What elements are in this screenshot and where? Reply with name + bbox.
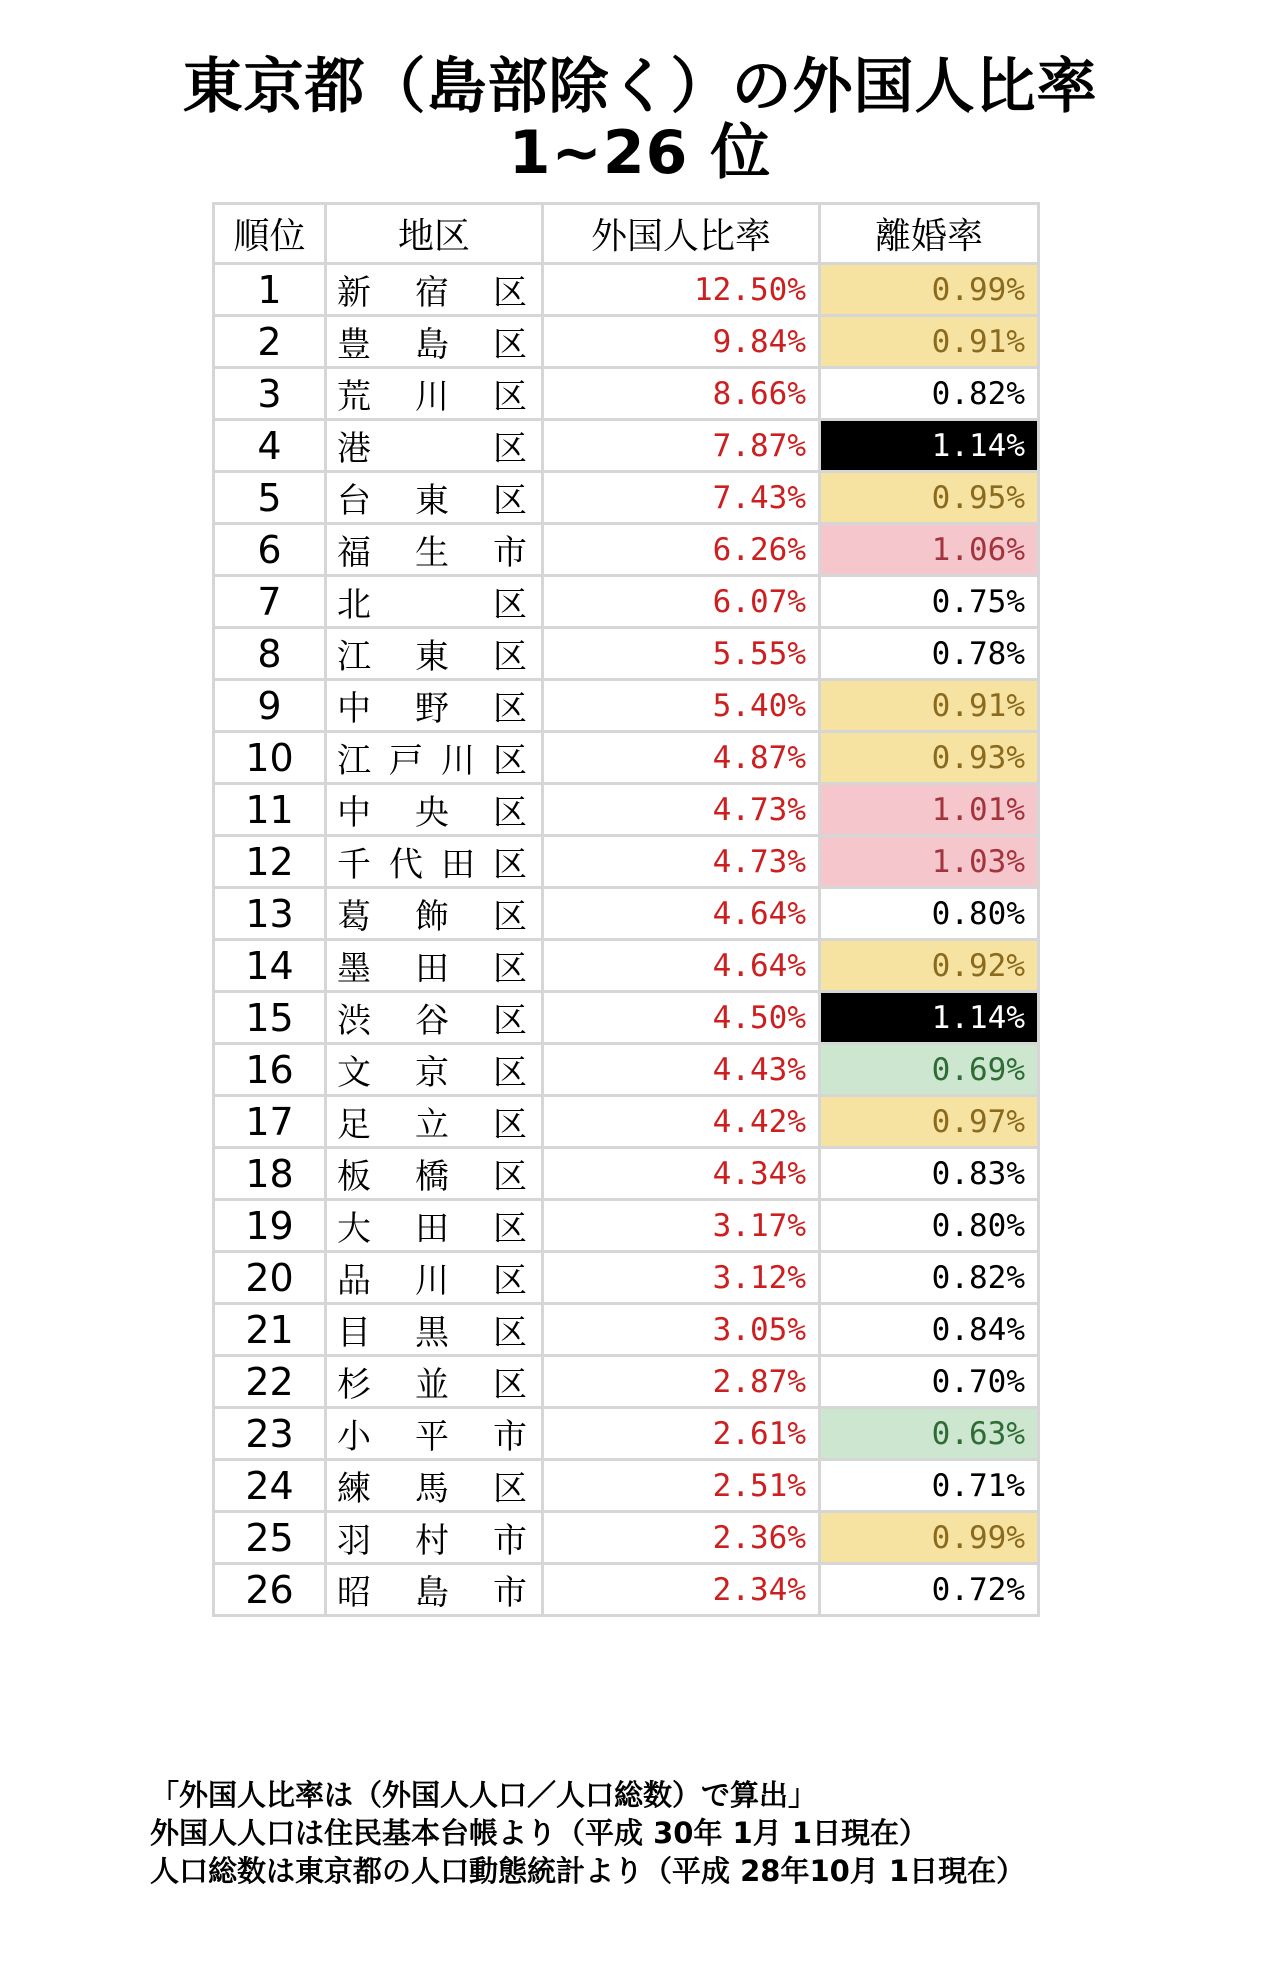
rank-cell: 22 bbox=[214, 1356, 326, 1408]
table-row bbox=[214, 368, 1039, 420]
table-row bbox=[214, 1148, 1039, 1200]
divorce-rate-cell: 0.63% bbox=[820, 1408, 1039, 1460]
area-name-char: 馬 bbox=[415, 1469, 449, 1509]
rank-cell: 21 bbox=[214, 1304, 326, 1356]
table-row bbox=[214, 680, 1039, 732]
divorce-rate-cell: 0.78% bbox=[820, 628, 1039, 680]
area-name bbox=[337, 369, 527, 418]
area-cell bbox=[326, 836, 543, 888]
divorce-rate-cell: 0.82% bbox=[820, 368, 1039, 420]
area-name-char: 橋 bbox=[415, 1157, 449, 1197]
area-name-char: 練 bbox=[337, 1469, 371, 1509]
table-row bbox=[214, 992, 1039, 1044]
area-cell bbox=[326, 1512, 543, 1564]
area-name-char: 区 bbox=[493, 637, 527, 677]
area-name-char: 渋 bbox=[337, 1001, 371, 1041]
area-name-char: 区 bbox=[493, 1001, 527, 1041]
divorce-rate-cell: 0.80% bbox=[820, 888, 1039, 940]
rank-cell: 2 bbox=[214, 316, 326, 368]
area-name bbox=[337, 1565, 527, 1614]
area-cell bbox=[326, 628, 543, 680]
area-name-char: 東 bbox=[415, 481, 449, 521]
area-name-char: 大 bbox=[337, 1209, 371, 1249]
header-foreign-ratio: 外国人比率 bbox=[543, 204, 820, 264]
area-name-char: 区 bbox=[493, 1105, 527, 1145]
area-cell bbox=[326, 1044, 543, 1096]
table-row bbox=[214, 784, 1039, 836]
area-cell bbox=[326, 888, 543, 940]
area-name bbox=[337, 733, 527, 782]
divorce-rate-cell: 1.06% bbox=[820, 524, 1039, 576]
divorce-rate-cell: 0.95% bbox=[820, 472, 1039, 524]
area-name bbox=[337, 941, 527, 990]
area-name bbox=[337, 421, 527, 470]
footnotes bbox=[150, 1776, 1250, 1890]
area-cell bbox=[326, 316, 543, 368]
area-name-char: 田 bbox=[415, 1209, 449, 1249]
table-row bbox=[214, 732, 1039, 784]
area-name-char: 区 bbox=[493, 1053, 527, 1093]
foreign-ratio-cell: 4.73% bbox=[543, 836, 820, 888]
area-name bbox=[337, 785, 527, 834]
divorce-rate-cell: 0.72% bbox=[820, 1564, 1039, 1616]
area-cell bbox=[326, 264, 543, 316]
foreign-ratio-cell: 9.84% bbox=[543, 316, 820, 368]
ranking-table bbox=[212, 202, 1040, 1617]
divorce-rate-cell: 0.92% bbox=[820, 940, 1039, 992]
area-name bbox=[337, 525, 527, 574]
area-name-char: 黒 bbox=[415, 1313, 449, 1353]
area-name bbox=[337, 1149, 527, 1198]
area-name-char: 豊 bbox=[337, 325, 371, 365]
rank-cell: 9 bbox=[214, 680, 326, 732]
area-cell bbox=[326, 1252, 543, 1304]
rank-cell: 17 bbox=[214, 1096, 326, 1148]
table-row bbox=[214, 1460, 1039, 1512]
area-name-char: 羽 bbox=[337, 1521, 371, 1561]
area-name-char: 福 bbox=[337, 533, 371, 573]
foreign-ratio-cell: 12.50% bbox=[543, 264, 820, 316]
divorce-rate-cell: 1.03% bbox=[820, 836, 1039, 888]
area-name-char: 並 bbox=[415, 1365, 449, 1405]
table-row bbox=[214, 316, 1039, 368]
table-header-row bbox=[214, 204, 1039, 264]
area-name-char: 野 bbox=[415, 689, 449, 729]
foreign-ratio-cell: 4.64% bbox=[543, 888, 820, 940]
area-name-char: 品 bbox=[337, 1261, 371, 1301]
table-row bbox=[214, 1200, 1039, 1252]
divorce-rate-cell: 0.99% bbox=[820, 1512, 1039, 1564]
area-name-char: 島 bbox=[415, 325, 449, 365]
area-name-char: 央 bbox=[415, 793, 449, 833]
area-name-char: 区 bbox=[493, 585, 527, 625]
area-name-char: 飾 bbox=[415, 897, 449, 937]
area-name bbox=[337, 265, 527, 314]
foreign-ratio-cell: 5.40% bbox=[543, 680, 820, 732]
divorce-rate-cell: 0.82% bbox=[820, 1252, 1039, 1304]
area-name-char: 区 bbox=[493, 377, 527, 417]
divorce-rate-cell: 1.14% bbox=[820, 420, 1039, 472]
area-cell bbox=[326, 472, 543, 524]
rank-cell: 25 bbox=[214, 1512, 326, 1564]
area-name-char: 荒 bbox=[337, 377, 371, 417]
area-name bbox=[337, 889, 527, 938]
area-name bbox=[337, 1357, 527, 1406]
rank-cell: 7 bbox=[214, 576, 326, 628]
foreign-ratio-cell: 2.61% bbox=[543, 1408, 820, 1460]
area-name-char: 区 bbox=[493, 273, 527, 313]
rank-cell: 26 bbox=[214, 1564, 326, 1616]
foreign-ratio-cell: 6.26% bbox=[543, 524, 820, 576]
rank-cell: 11 bbox=[214, 784, 326, 836]
table-body bbox=[214, 264, 1039, 1616]
rank-cell: 4 bbox=[214, 420, 326, 472]
area-cell bbox=[326, 1304, 543, 1356]
area-name-char: 川 bbox=[415, 377, 449, 417]
area-cell bbox=[326, 1200, 543, 1252]
ranking-table-container bbox=[212, 202, 1037, 1756]
rank-cell: 16 bbox=[214, 1044, 326, 1096]
table-row bbox=[214, 628, 1039, 680]
divorce-rate-cell: 0.93% bbox=[820, 732, 1039, 784]
divorce-rate-cell: 0.71% bbox=[820, 1460, 1039, 1512]
area-name-char: 市 bbox=[493, 1521, 527, 1561]
area-name bbox=[337, 837, 527, 886]
table-row bbox=[214, 524, 1039, 576]
area-name-char: 杉 bbox=[337, 1365, 371, 1405]
area-name-char: 区 bbox=[493, 429, 527, 469]
area-name-char: 江 bbox=[337, 637, 371, 677]
area-cell bbox=[326, 784, 543, 836]
area-name bbox=[337, 317, 527, 366]
area-cell bbox=[326, 368, 543, 420]
area-name bbox=[337, 1097, 527, 1146]
rank-cell: 8 bbox=[214, 628, 326, 680]
chart-title-line-2: 1~26 位 bbox=[508, 118, 772, 188]
area-cell bbox=[326, 1148, 543, 1200]
area-name-char: 港 bbox=[337, 429, 371, 469]
area-name-char: 宿 bbox=[415, 273, 449, 313]
area-name bbox=[337, 993, 527, 1042]
area-name-char: 田 bbox=[441, 845, 475, 885]
area-name-char: 新 bbox=[337, 273, 371, 313]
divorce-rate-cell: 0.75% bbox=[820, 576, 1039, 628]
area-name-char: 区 bbox=[493, 1261, 527, 1301]
area-cell bbox=[326, 732, 543, 784]
chart-title-line-1: 東京都（島部除く）の外国人比率 bbox=[182, 52, 1098, 122]
area-name bbox=[337, 473, 527, 522]
area-name-char: 区 bbox=[493, 897, 527, 937]
rank-cell: 13 bbox=[214, 888, 326, 940]
area-name bbox=[337, 1305, 527, 1354]
foreign-ratio-cell: 2.36% bbox=[543, 1512, 820, 1564]
area-name-char: 区 bbox=[493, 741, 527, 781]
area-name-char: 区 bbox=[493, 1365, 527, 1405]
rank-cell: 5 bbox=[214, 472, 326, 524]
area-name-char: 文 bbox=[337, 1053, 371, 1093]
area-name-char: 区 bbox=[493, 1157, 527, 1197]
divorce-rate-cell: 0.97% bbox=[820, 1096, 1039, 1148]
area-name-char: 千 bbox=[337, 845, 371, 885]
header-divorce-rate: 離婚率 bbox=[820, 204, 1039, 264]
divorce-rate-cell: 0.70% bbox=[820, 1356, 1039, 1408]
divorce-rate-cell: 0.69% bbox=[820, 1044, 1039, 1096]
foreign-ratio-cell: 3.12% bbox=[543, 1252, 820, 1304]
area-name-char: 中 bbox=[337, 793, 371, 833]
divorce-rate-cell: 1.01% bbox=[820, 784, 1039, 836]
area-name-char: 市 bbox=[493, 1417, 527, 1457]
header-area: 地区 bbox=[326, 204, 543, 264]
area-name-char: 昭 bbox=[337, 1573, 371, 1613]
area-name-char: 京 bbox=[415, 1053, 449, 1093]
area-name bbox=[337, 629, 527, 678]
foreign-ratio-cell: 4.34% bbox=[543, 1148, 820, 1200]
header-rank: 順位 bbox=[214, 204, 326, 264]
footnote-line-2: 外国人人口は住民基本台帳より（平成 30年 1月 1日現在） bbox=[150, 1816, 929, 1850]
divorce-rate-cell: 0.84% bbox=[820, 1304, 1039, 1356]
foreign-ratio-cell: 7.43% bbox=[543, 472, 820, 524]
rank-cell: 19 bbox=[214, 1200, 326, 1252]
area-name-char: 区 bbox=[493, 1313, 527, 1353]
rank-cell: 20 bbox=[214, 1252, 326, 1304]
area-name-char: 島 bbox=[415, 1573, 449, 1613]
rank-cell: 10 bbox=[214, 732, 326, 784]
area-name-char: 代 bbox=[389, 845, 423, 885]
area-name-char: 谷 bbox=[415, 1001, 449, 1041]
foreign-ratio-cell: 2.51% bbox=[543, 1460, 820, 1512]
area-name-char: 足 bbox=[337, 1105, 371, 1145]
foreign-ratio-cell: 6.07% bbox=[543, 576, 820, 628]
table-row bbox=[214, 940, 1039, 992]
area-cell bbox=[326, 1564, 543, 1616]
area-name-char: 田 bbox=[415, 949, 449, 989]
area-cell bbox=[326, 420, 543, 472]
table-row bbox=[214, 1096, 1039, 1148]
foreign-ratio-cell: 8.66% bbox=[543, 368, 820, 420]
rank-cell: 14 bbox=[214, 940, 326, 992]
area-name-char: 区 bbox=[493, 689, 527, 729]
table-row bbox=[214, 1512, 1039, 1564]
divorce-rate-cell: 0.91% bbox=[820, 316, 1039, 368]
area-name-char: 区 bbox=[493, 481, 527, 521]
area-name-char: 区 bbox=[493, 793, 527, 833]
rank-cell: 18 bbox=[214, 1148, 326, 1200]
table-row bbox=[214, 1356, 1039, 1408]
area-name bbox=[337, 1409, 527, 1458]
area-cell bbox=[326, 524, 543, 576]
area-name bbox=[337, 681, 527, 730]
divorce-rate-cell: 0.91% bbox=[820, 680, 1039, 732]
area-name-char: 区 bbox=[493, 845, 527, 885]
table-row bbox=[214, 420, 1039, 472]
rank-cell: 23 bbox=[214, 1408, 326, 1460]
area-name-char: 市 bbox=[493, 1573, 527, 1613]
foreign-ratio-cell: 4.50% bbox=[543, 992, 820, 1044]
area-name-char: 江 bbox=[337, 741, 371, 781]
area-cell bbox=[326, 680, 543, 732]
area-name-char: 小 bbox=[337, 1417, 371, 1457]
area-cell bbox=[326, 940, 543, 992]
area-name bbox=[337, 1045, 527, 1094]
area-name-char: 北 bbox=[337, 585, 371, 625]
rank-cell: 12 bbox=[214, 836, 326, 888]
area-name-char: 区 bbox=[493, 949, 527, 989]
area-cell bbox=[326, 576, 543, 628]
area-name-char: 川 bbox=[441, 741, 475, 781]
area-name-char: 区 bbox=[493, 1469, 527, 1509]
foreign-ratio-cell: 4.42% bbox=[543, 1096, 820, 1148]
footnote-line-1: 「外国人比率は（外国人人口／人口総数）で算出」 bbox=[150, 1778, 818, 1812]
table-row bbox=[214, 836, 1039, 888]
area-name-char: 立 bbox=[415, 1105, 449, 1145]
area-name-char: 墨 bbox=[337, 949, 371, 989]
divorce-rate-cell: 1.14% bbox=[820, 992, 1039, 1044]
rank-cell: 24 bbox=[214, 1460, 326, 1512]
table-row bbox=[214, 888, 1039, 940]
divorce-rate-cell: 0.83% bbox=[820, 1148, 1039, 1200]
area-cell bbox=[326, 1096, 543, 1148]
table-row bbox=[214, 1408, 1039, 1460]
foreign-ratio-cell: 4.64% bbox=[543, 940, 820, 992]
foreign-ratio-cell: 4.73% bbox=[543, 784, 820, 836]
area-cell bbox=[326, 1460, 543, 1512]
area-name bbox=[337, 1461, 527, 1510]
divorce-rate-cell: 0.99% bbox=[820, 264, 1039, 316]
area-name-char: 台 bbox=[337, 481, 371, 521]
footnote-line-3: 人口総数は東京都の人口動態統計より（平成 28年10月 1日現在） bbox=[150, 1854, 1026, 1888]
area-name-char: 市 bbox=[493, 533, 527, 573]
area-name bbox=[337, 1513, 527, 1562]
area-name-char: 戸 bbox=[389, 741, 423, 781]
table-row bbox=[214, 472, 1039, 524]
area-name-char: 区 bbox=[493, 1209, 527, 1249]
foreign-ratio-cell: 2.34% bbox=[543, 1564, 820, 1616]
foreign-ratio-cell: 4.43% bbox=[543, 1044, 820, 1096]
area-name-char: 東 bbox=[415, 637, 449, 677]
rank-cell: 15 bbox=[214, 992, 326, 1044]
area-name bbox=[337, 1201, 527, 1250]
rank-cell: 1 bbox=[214, 264, 326, 316]
area-name-char: 区 bbox=[493, 325, 527, 365]
table-row bbox=[214, 1304, 1039, 1356]
foreign-ratio-cell: 3.17% bbox=[543, 1200, 820, 1252]
divorce-rate-cell: 0.80% bbox=[820, 1200, 1039, 1252]
rank-cell: 3 bbox=[214, 368, 326, 420]
table-row bbox=[214, 1252, 1039, 1304]
area-name-char: 生 bbox=[415, 533, 449, 573]
area-name-char: 平 bbox=[415, 1417, 449, 1457]
area-name bbox=[337, 1253, 527, 1302]
table-row bbox=[214, 1044, 1039, 1096]
table-row bbox=[214, 264, 1039, 316]
table-row bbox=[214, 576, 1039, 628]
area-cell bbox=[326, 992, 543, 1044]
foreign-ratio-cell: 7.87% bbox=[543, 420, 820, 472]
area-name-char: 葛 bbox=[337, 897, 371, 937]
area-name-char: 目 bbox=[337, 1313, 371, 1353]
area-name-char: 川 bbox=[415, 1261, 449, 1301]
area-name-char: 中 bbox=[337, 689, 371, 729]
area-cell bbox=[326, 1408, 543, 1460]
rank-cell: 6 bbox=[214, 524, 326, 576]
area-name-char: 村 bbox=[415, 1521, 449, 1561]
area-name bbox=[337, 577, 527, 626]
foreign-ratio-cell: 3.05% bbox=[543, 1304, 820, 1356]
area-cell bbox=[326, 1356, 543, 1408]
area-name-char: 板 bbox=[337, 1157, 371, 1197]
foreign-ratio-cell: 5.55% bbox=[543, 628, 820, 680]
table-row bbox=[214, 1564, 1039, 1616]
foreign-ratio-cell: 4.87% bbox=[543, 732, 820, 784]
foreign-ratio-cell: 2.87% bbox=[543, 1356, 820, 1408]
